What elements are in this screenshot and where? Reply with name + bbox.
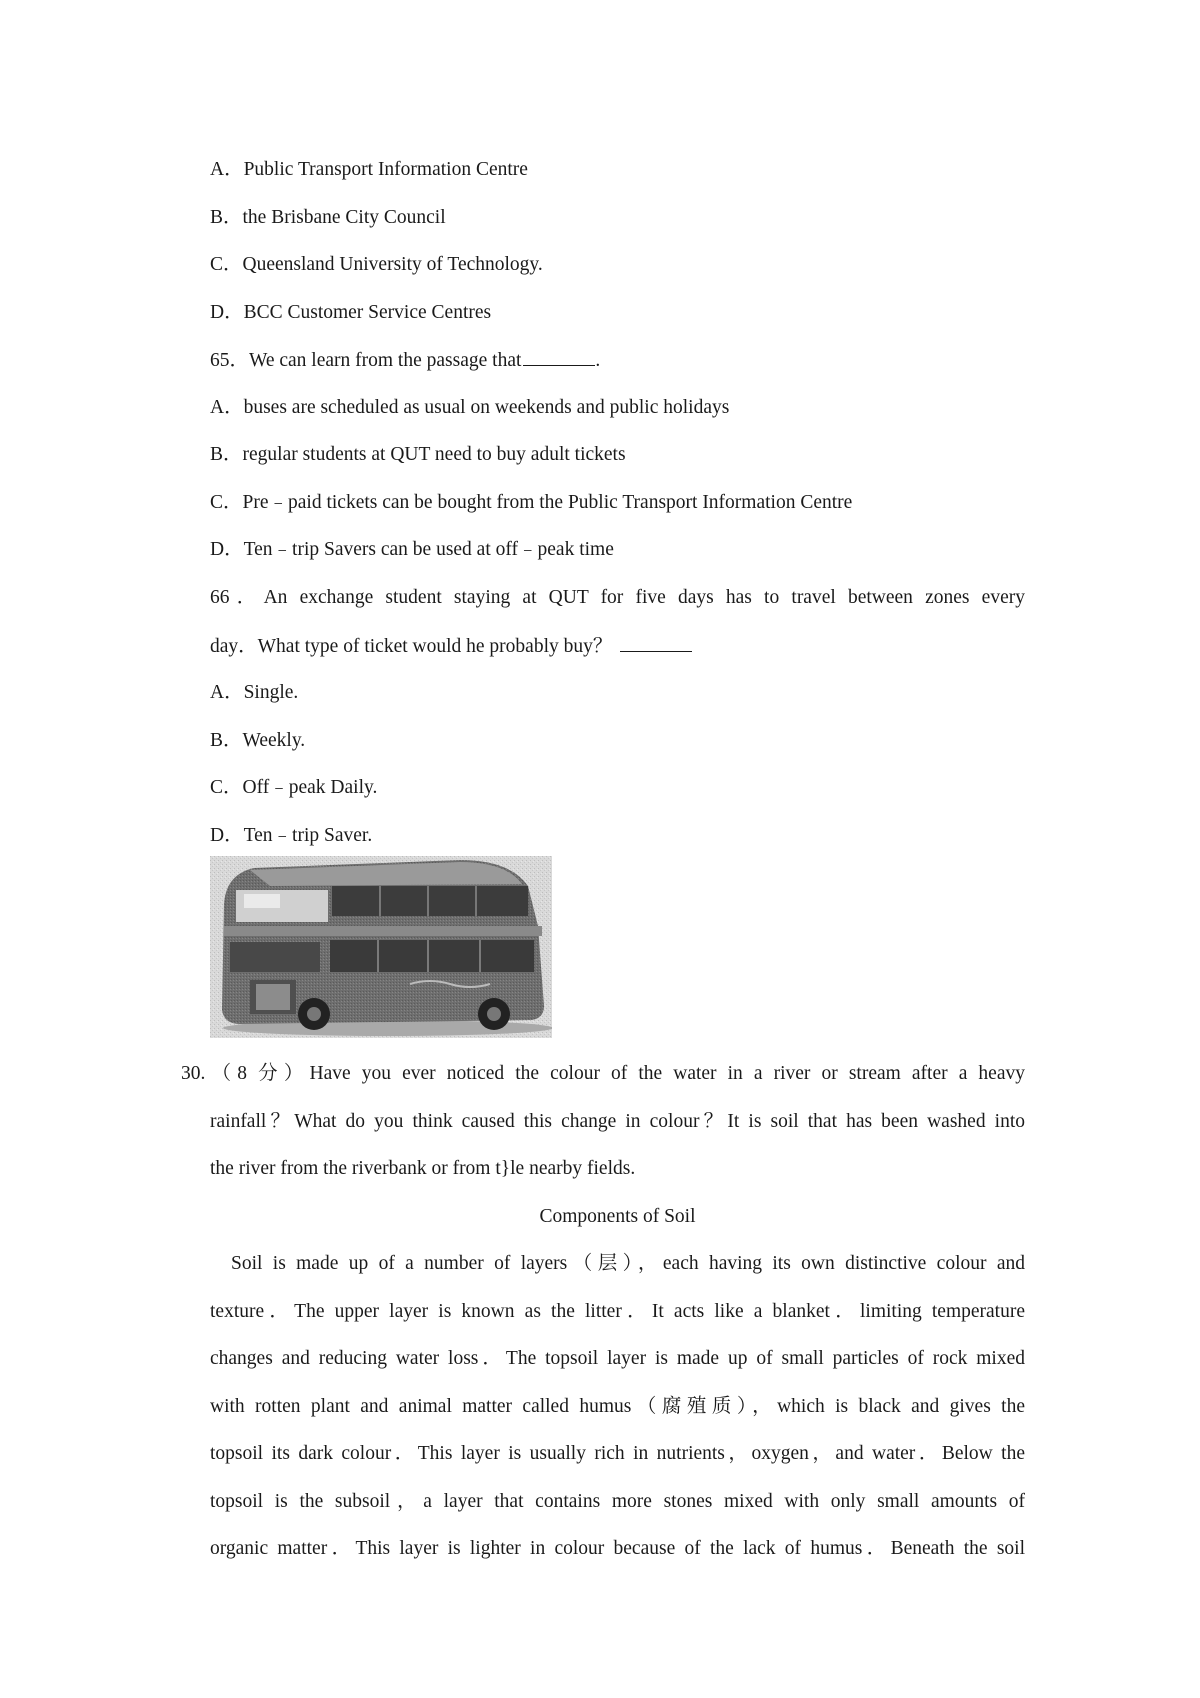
q65-option-b: B．regular students at QUT need to buy adult tickets bbox=[210, 444, 626, 465]
q65-option-c: C．Pre﹣paid tickets can be bought from the Public Transport Information Centre bbox=[210, 492, 853, 513]
passage-title: Components of Soil bbox=[539, 1206, 696, 1227]
q64-option-c: C．Queensland University of Technology. bbox=[210, 254, 543, 275]
bus-photo bbox=[210, 856, 552, 1038]
q66-option-a: A．Single. bbox=[210, 682, 299, 703]
q65-option-d: D．Ten﹣trip Savers can be used at off﹣peak time bbox=[210, 539, 614, 560]
passage-line: with rotten plant and animal matter called humus（腐殖质），which is black and gives the bbox=[210, 1396, 1025, 1417]
q66-option-b: B．Weekly. bbox=[210, 730, 306, 751]
q30-line2: rainfall？What do you think caused this change in colour？It is soil that has been washed into bbox=[210, 1111, 1025, 1132]
q65-stem-end: . bbox=[595, 350, 601, 371]
q64-option-b: B．the Brisbane City Council bbox=[210, 207, 446, 228]
double-decker-bus-icon bbox=[210, 856, 552, 1038]
passage-line: topsoil its dark colour．This layer is usually rich in nutrients，oxygen，and water．Below the bbox=[210, 1443, 1025, 1464]
passage-line: texture．The upper layer is known as the litter．It acts like a blanket．limiting temperature bbox=[210, 1301, 1025, 1322]
q65-stem-text: 65．We can learn from the passage that bbox=[210, 350, 522, 371]
passage-line: organic matter．This layer is lighter in colour because of the lack of humus．Beneath the soil bbox=[210, 1538, 1025, 1559]
passage-line: Soil is made up of a number of layers（层），each having its own distinctive colour and bbox=[231, 1253, 1025, 1274]
passage-line: topsoil is the subsoil，a layer that contains more stones mixed with only small amounts of bbox=[210, 1491, 1025, 1512]
q30-line1: 30.（8 分）Have you ever noticed the colour of the water in a river or stream after a heavy bbox=[181, 1063, 1025, 1084]
q66-stem-text: day．What type of ticket would he probably buy？ bbox=[210, 636, 613, 657]
q66-option-d: D．Ten﹣trip Saver. bbox=[210, 825, 373, 846]
passage-line: changes and reducing water loss．The topsoil layer is made up of small particles of rock mixed bbox=[210, 1348, 1025, 1369]
q66-stem-line1: 66．An exchange student staying at QUT for five days has to travel between zones every bbox=[210, 587, 1025, 608]
q65-option-a: A．buses are scheduled as usual on weekends and public holidays bbox=[210, 397, 730, 418]
q65-stem bbox=[210, 348, 1025, 373]
answer-blank bbox=[523, 348, 595, 366]
q30-line3: the river from the riverbank or from t}le nearby fields. bbox=[210, 1158, 636, 1179]
q66-option-c: C．Off﹣peak Daily. bbox=[210, 777, 378, 798]
answer-blank bbox=[620, 634, 692, 652]
q64-option-d: D．BCC Customer Service Centres bbox=[210, 302, 492, 323]
q66-stem-line2 bbox=[210, 634, 1025, 659]
q64-option-a: A．Public Transport Information Centre bbox=[210, 159, 528, 180]
